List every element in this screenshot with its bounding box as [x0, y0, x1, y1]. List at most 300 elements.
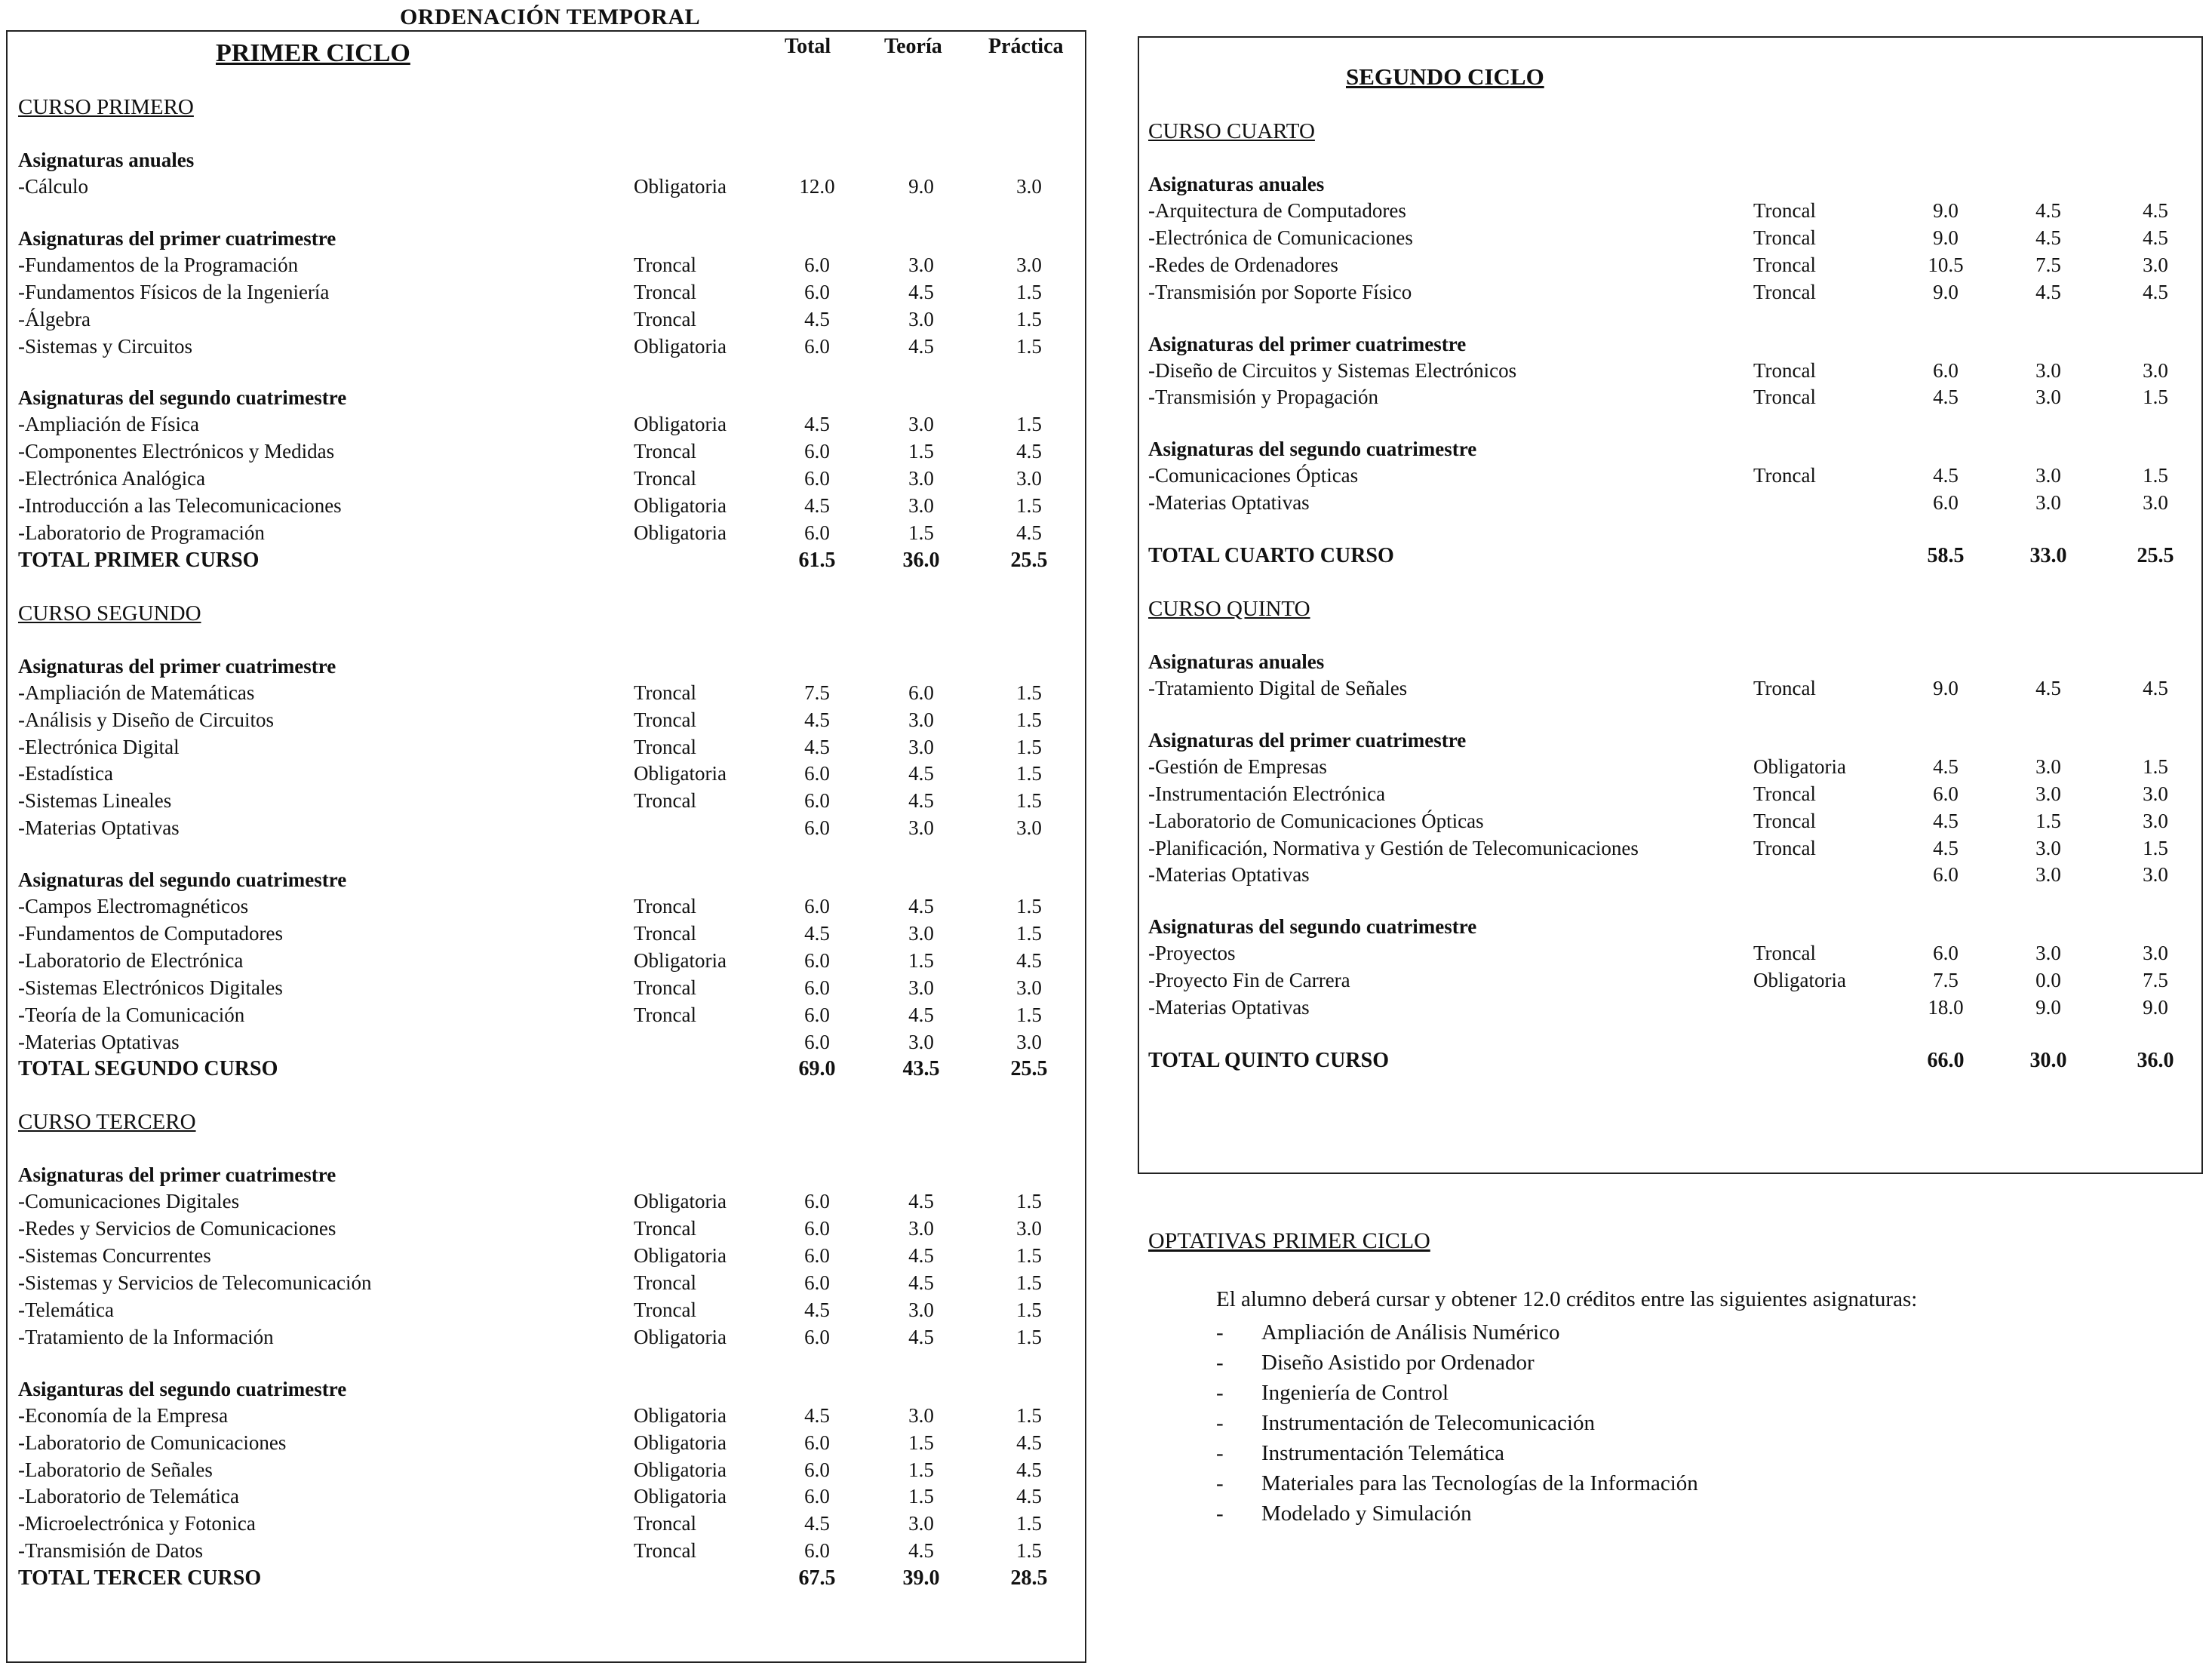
credits-practica: 3.0	[2143, 782, 2168, 805]
subject-type: Obligatoria	[1753, 969, 1846, 992]
credits-total: 12.0	[799, 175, 835, 198]
credits-practica: 3.0	[2143, 491, 2168, 515]
course-total-row	[18, 547, 1048, 574]
course-total-row	[1148, 542, 2174, 570]
subject-row	[18, 333, 1042, 361]
credits-practica: 4.5	[1016, 948, 1042, 972]
subject-row	[18, 788, 1042, 815]
subject-row	[18, 1430, 1042, 1457]
course-title: CURSO QUINTO	[1148, 597, 1310, 622]
segundo-ciclo-title: SEGUNDO CICLO	[1346, 63, 1544, 90]
subject-row	[18, 815, 1042, 842]
credits-total: 6.0	[804, 1244, 830, 1268]
group-title: Asignaturas del segundo cuatrimestre	[1148, 438, 1477, 461]
spacer	[1148, 889, 1476, 913]
credits-total: 4.5	[1933, 386, 1959, 409]
credits-teoria: 3.0	[908, 1030, 934, 1053]
subject-row	[1148, 781, 2168, 808]
group-title: Asignaturas del segundo cuatrimestre	[1148, 915, 1477, 939]
group-title: Asignaturas anuales	[18, 149, 195, 171]
subject-type: Obligatoria	[634, 1244, 727, 1268]
credits-total: 4.5	[1933, 809, 1959, 832]
group-title: Asignaturas del primer cuatrimestre	[1148, 728, 1467, 751]
subject-name: -Sistemas y Circuitos	[18, 334, 192, 358]
course-total-teoria: 36.0	[902, 548, 940, 572]
credits-teoria: 3.0	[908, 1217, 934, 1240]
spacer	[18, 1137, 346, 1161]
spacer	[18, 122, 346, 146]
subject-row	[1148, 940, 2168, 967]
credits-teoria: 4.5	[2035, 280, 2061, 303]
subject-type: Troncal	[634, 976, 697, 999]
credits-practica: 1.5	[1016, 1190, 1042, 1213]
optativa-name: Diseño Asistido por Ordenador	[1261, 1351, 1535, 1375]
credits-teoria: 4.5	[908, 280, 934, 303]
credits-practica: 1.5	[1016, 922, 1042, 945]
subject-name: -Gestión de Empresas	[1148, 755, 1327, 778]
subject-type: Obligatoria	[634, 1403, 727, 1427]
subject-type: Troncal	[634, 1512, 697, 1535]
subject-name: -Fundamentos Físicos de la Ingeniería	[18, 280, 330, 303]
subject-row	[18, 306, 1042, 333]
subject-name: -Tratamiento de la Información	[18, 1325, 274, 1348]
course-total-teoria: 39.0	[902, 1566, 940, 1591]
credits-teoria: 4.5	[908, 1325, 934, 1348]
bullet-dash: -	[1216, 1411, 1224, 1435]
credits-total: 4.5	[1933, 464, 1959, 487]
credits-total: 6.0	[804, 334, 830, 358]
subject-row	[1148, 463, 2168, 490]
subject-name: -Proyecto Fin de Carrera	[1148, 969, 1350, 992]
credits-total: 6.0	[1933, 358, 1959, 382]
optativa-item	[1216, 1317, 1698, 1348]
subject-type: Troncal	[634, 681, 697, 704]
credits-teoria: 3.0	[908, 708, 934, 731]
subject-name: -Fundamentos de la Programación	[18, 253, 299, 276]
subject-name: -Instrumentación Electrónica	[1148, 782, 1386, 805]
subject-row	[18, 1457, 1042, 1484]
subject-row	[1148, 279, 2168, 306]
credits-total: 6.0	[804, 253, 830, 276]
credits-practica: 4.5	[1016, 1485, 1042, 1508]
spacer	[18, 842, 346, 866]
credits-practica: 4.5	[2143, 226, 2168, 249]
subject-type: Obligatoria	[634, 413, 727, 436]
subject-type: Troncal	[634, 280, 697, 303]
subject-row	[18, 893, 1042, 921]
credits-teoria: 4.5	[908, 895, 934, 918]
course-total-label: TOTAL SEGUNDO CURSO	[18, 1057, 278, 1081]
credits-practica: 4.5	[2143, 280, 2168, 303]
credits-total: 6.0	[804, 1539, 830, 1563]
course-total-total: 67.5	[798, 1566, 836, 1591]
course-title: CURSO PRIMERO	[18, 95, 194, 119]
subject-name: -Transmisión de Datos	[18, 1539, 204, 1563]
course-total-label: TOTAL PRIMER CURSO	[18, 548, 260, 572]
credits-total: 6.0	[804, 1003, 830, 1026]
optativa-name: Materiales para las Tecnologías de la Información	[1261, 1471, 1698, 1495]
subject-type: Troncal	[1753, 226, 1817, 249]
subject-name: -Arquitectura de Computadores	[1148, 199, 1406, 222]
subject-name: -Transmisión por Soporte Físico	[1148, 280, 1412, 303]
spacer	[18, 360, 346, 384]
credits-practica: 1.5	[1016, 334, 1042, 358]
subject-row	[1148, 252, 2168, 279]
subject-row	[18, 466, 1042, 493]
subject-row	[1148, 835, 2168, 862]
subject-name: -Microelectrónica y Fotonica	[18, 1512, 256, 1535]
credits-teoria: 4.5	[2035, 226, 2061, 249]
optativas-title: OPTATIVAS PRIMER CICLO	[1148, 1228, 1430, 1253]
credits-total: 4.5	[804, 494, 830, 518]
credits-practica: 1.5	[1016, 413, 1042, 436]
spacer	[1148, 570, 1476, 594]
optativa-item	[1216, 1468, 1698, 1498]
credits-teoria: 4.5	[2035, 677, 2061, 700]
subject-name: -Laboratorio de Comunicaciones Ópticas	[1148, 809, 1484, 832]
subject-type: Troncal	[634, 895, 697, 918]
credits-total: 6.0	[804, 1458, 830, 1481]
subject-name: -Cálculo	[18, 175, 88, 198]
credits-total: 6.0	[804, 1325, 830, 1348]
credits-total: 9.0	[1933, 280, 1959, 303]
optativa-name: Instrumentación Telemática	[1261, 1441, 1504, 1465]
credits-teoria: 1.5	[908, 948, 934, 972]
subject-row	[18, 734, 1042, 761]
subject-name: -Transmisión y Propagación	[1148, 386, 1378, 409]
course-total-row	[18, 1056, 1048, 1083]
credits-practica: 1.5	[1016, 1325, 1042, 1348]
credits-total: 4.5	[804, 307, 830, 330]
subject-type: Troncal	[1753, 942, 1817, 965]
subject-name: -Materias Optativas	[18, 816, 180, 840]
subject-name: -Telemática	[18, 1298, 115, 1321]
credits-practica: 1.5	[1016, 762, 1042, 785]
spacer	[1148, 702, 1476, 727]
subject-row	[18, 761, 1042, 788]
subject-row	[18, 948, 1042, 975]
segundo-ciclo-panel	[1138, 36, 2203, 1174]
subject-type: Troncal	[1753, 809, 1817, 832]
subject-type: Troncal	[1753, 677, 1817, 700]
credits-practica: 1.5	[1016, 708, 1042, 731]
credits-total: 6.0	[1933, 942, 1959, 965]
subject-type: Troncal	[634, 735, 697, 758]
subject-type: Troncal	[634, 922, 697, 945]
optativa-name: Ampliación de Análisis Numérico	[1261, 1320, 1560, 1345]
course-total-total: 69.0	[798, 1057, 836, 1081]
credits-practica: 3.0	[1016, 1030, 1042, 1053]
course-title: CURSO CUARTO	[1148, 119, 1315, 143]
subject-name: -Laboratorio de Electrónica	[18, 948, 244, 972]
credits-teoria: 9.0	[908, 175, 934, 198]
credits-practica: 1.5	[2143, 386, 2168, 409]
subject-type: Troncal	[1753, 836, 1817, 859]
subject-row	[18, 1297, 1042, 1324]
subject-type: Troncal	[634, 1298, 697, 1321]
course-total-practica: 25.5	[1010, 1057, 1048, 1081]
credits-teoria: 1.5	[908, 440, 934, 463]
subject-name: -Teoría de la Comunicación	[18, 1003, 245, 1026]
credits-total: 4.5	[804, 413, 830, 436]
column-header-teoria: Teoría	[884, 35, 942, 58]
subject-type: Troncal	[634, 1003, 697, 1026]
bullet-dash: -	[1216, 1471, 1224, 1495]
credits-total: 6.0	[804, 1431, 830, 1454]
credits-teoria: 3.0	[2035, 942, 2061, 965]
credits-total: 4.5	[804, 1298, 830, 1321]
credits-teoria: 3.0	[908, 976, 934, 999]
credits-total: 6.0	[804, 521, 830, 545]
subject-name: -Fundamentos de Computadores	[18, 922, 283, 945]
subject-type: Obligatoria	[634, 948, 727, 972]
subject-row	[18, 1188, 1042, 1216]
subject-type: Obligatoria	[634, 1458, 727, 1481]
credits-practica: 4.5	[2143, 199, 2168, 222]
subject-name: -Ampliación de Física	[18, 413, 199, 436]
credits-teoria: 3.0	[908, 922, 934, 945]
subject-row	[18, 1029, 1042, 1056]
credits-teoria: 4.5	[908, 1539, 934, 1563]
group-title: Asignaturas del segundo cuatrimestre	[18, 386, 347, 410]
course-title: CURSO TERCERO	[18, 1110, 196, 1135]
spacer	[1148, 411, 1476, 435]
credits-total: 18.0	[1928, 996, 1964, 1019]
credits-total: 7.5	[1933, 969, 1959, 992]
segundo-ciclo-courses	[1148, 116, 2174, 1099]
spacer	[18, 574, 346, 598]
primer-ciclo-panel	[6, 30, 1086, 1663]
credits-total: 4.5	[804, 1403, 830, 1427]
subject-row	[18, 1270, 1042, 1297]
subject-type: Troncal	[634, 467, 697, 490]
course-total-label: TOTAL QUINTO CURSO	[1148, 1049, 1389, 1073]
credits-total: 9.0	[1933, 226, 1959, 249]
credits-total: 6.0	[1933, 782, 1959, 805]
credits-practica: 1.5	[2143, 836, 2168, 859]
subject-type: Obligatoria	[634, 175, 727, 198]
credits-total: 7.5	[804, 681, 830, 704]
group-title: Asignaturas del primer cuatrimestre	[18, 1163, 336, 1187]
credits-practica: 1.5	[1016, 1244, 1042, 1268]
credits-practica: 7.5	[2143, 969, 2168, 992]
credits-total: 6.0	[804, 467, 830, 490]
spacer	[18, 1351, 346, 1375]
subject-name: -Sistemas Electrónicos Digitales	[18, 976, 283, 999]
credits-teoria: 6.0	[908, 681, 934, 704]
subject-name: -Ampliación de Matemáticas	[18, 681, 255, 704]
subject-row	[18, 707, 1042, 734]
course-total-total: 66.0	[1927, 1049, 1965, 1073]
subject-type: Obligatoria	[634, 1325, 727, 1348]
credits-total: 6.0	[804, 895, 830, 918]
credits-teoria: 3.0	[908, 735, 934, 758]
subject-row	[1148, 198, 2168, 225]
credits-practica: 1.5	[1016, 895, 1042, 918]
subject-row	[18, 680, 1042, 707]
subject-type: Obligatoria	[634, 334, 727, 358]
credits-practica: 1.5	[1016, 1403, 1042, 1427]
credits-total: 4.5	[804, 708, 830, 731]
credits-practica: 3.0	[1016, 976, 1042, 999]
subject-name: -Introducción a las Telecomunicaciones	[18, 494, 342, 518]
credits-practica: 4.5	[1016, 1458, 1042, 1481]
credits-teoria: 7.5	[2035, 253, 2061, 276]
column-header-practica: Práctica	[988, 35, 1064, 58]
bullet-dash: -	[1216, 1381, 1224, 1405]
credits-total: 9.0	[1933, 677, 1959, 700]
bullet-dash: -	[1216, 1501, 1224, 1526]
subject-name: -Comunicaciones Ópticas	[1148, 464, 1359, 487]
subject-type: Obligatoria	[634, 1485, 727, 1508]
column-header-total: Total	[785, 35, 831, 58]
credits-practica: 1.5	[1016, 280, 1042, 303]
credits-teoria: 3.0	[2035, 358, 2061, 382]
subject-type: Obligatoria	[634, 1190, 727, 1213]
subject-row	[1148, 384, 2168, 411]
course-total-teoria: 33.0	[2029, 544, 2067, 568]
course-total-total: 61.5	[798, 548, 836, 572]
credits-teoria: 4.5	[908, 789, 934, 813]
subject-row	[18, 252, 1042, 279]
credits-practica: 3.0	[2143, 358, 2168, 382]
credits-teoria: 1.5	[908, 1458, 934, 1481]
credits-practica: 3.0	[1016, 1217, 1042, 1240]
credits-teoria: 3.0	[2035, 755, 2061, 778]
subject-row	[18, 279, 1042, 306]
subject-row	[18, 174, 1042, 201]
subject-name: -Redes y Servicios de Comunicaciones	[18, 1217, 336, 1240]
subject-name: -Laboratorio de Programación	[18, 521, 265, 545]
course-total-teoria: 43.5	[902, 1057, 940, 1081]
subject-name: -Materias Optativas	[18, 1030, 180, 1053]
group-title: Asignaturas del segundo cuatrimestre	[18, 868, 347, 892]
spacer	[1148, 1074, 1476, 1099]
subject-name: -Redes de Ordenadores	[1148, 253, 1338, 276]
credits-total: 4.5	[804, 1512, 830, 1535]
subject-row	[18, 921, 1042, 948]
credits-practica: 1.5	[1016, 789, 1042, 813]
course-total-teoria: 30.0	[2029, 1049, 2067, 1073]
credits-practica: 1.5	[2143, 464, 2168, 487]
credits-teoria: 9.0	[2035, 996, 2061, 1019]
subject-name: -Electrónica Digital	[18, 735, 180, 758]
credits-teoria: 4.5	[908, 762, 934, 785]
credits-total: 6.0	[804, 762, 830, 785]
subject-type: Troncal	[634, 708, 697, 731]
credits-teoria: 1.5	[908, 1431, 934, 1454]
group-title: Asignaturas anuales	[1148, 173, 1325, 195]
optativa-item	[1216, 1408, 1698, 1438]
course-total-row	[18, 1565, 1048, 1592]
credits-total: 6.0	[804, 976, 830, 999]
optativa-name: Ingeniería de Control	[1261, 1381, 1449, 1405]
subject-row	[1148, 490, 2168, 517]
optativa-item	[1216, 1438, 1698, 1468]
subject-type: Obligatoria	[634, 494, 727, 518]
credits-teoria: 3.0	[908, 307, 934, 330]
course-total-practica: 28.5	[1010, 1566, 1048, 1591]
optativas-list	[1216, 1317, 1698, 1529]
subject-name: -Planificación, Normativa y Gestión de Telecomunicaciones	[1148, 836, 1639, 859]
optativa-name: Modelado y Simulación	[1261, 1501, 1472, 1526]
spacer	[18, 629, 346, 653]
credits-total: 6.0	[804, 440, 830, 463]
subject-row	[1148, 967, 2168, 994]
credits-practica: 3.0	[2143, 809, 2168, 832]
subject-type: Troncal	[1753, 386, 1817, 409]
subject-row	[1148, 994, 2168, 1022]
credits-teoria: 4.5	[908, 1244, 934, 1268]
credits-teoria: 4.5	[908, 334, 934, 358]
credits-practica: 9.0	[2143, 996, 2168, 1019]
credits-practica: 1.5	[1016, 307, 1042, 330]
credits-practica: 3.0	[2143, 942, 2168, 965]
credits-teoria: 4.5	[908, 1190, 934, 1213]
credits-practica: 3.0	[1016, 467, 1042, 490]
credits-practica: 4.5	[1016, 521, 1042, 545]
spacer	[18, 1592, 346, 1616]
subject-row	[1148, 675, 2168, 702]
primer-ciclo-title: PRIMER CICLO	[216, 39, 410, 67]
credits-practica: 4.5	[2143, 677, 2168, 700]
subject-name: -Diseño de Circuitos y Sistemas Electrónicos	[1148, 358, 1517, 382]
subject-row	[18, 438, 1042, 466]
credits-total: 4.5	[1933, 836, 1959, 859]
course-total-practica: 25.5	[1010, 548, 1048, 572]
credits-teoria: 4.5	[908, 1271, 934, 1295]
subject-type: Troncal	[634, 1271, 697, 1295]
credits-total: 6.0	[1933, 491, 1959, 515]
credits-practica: 3.0	[2143, 253, 2168, 276]
subject-name: -Sistemas y Servicios de Telecomunicación	[18, 1271, 372, 1295]
optativas-intro: El alumno deberá cursar y obtener 12.0 créditos entre las siguientes asignaturas:	[1216, 1287, 1918, 1311]
credits-teoria: 1.5	[908, 1485, 934, 1508]
credits-teoria: 1.5	[908, 521, 934, 545]
credits-teoria: 3.0	[908, 253, 934, 276]
page-title: ORDENACIÓN TEMPORAL	[400, 5, 701, 29]
subject-row	[18, 1538, 1042, 1565]
subject-row	[1148, 862, 2168, 889]
subject-type: Obligatoria	[634, 762, 727, 785]
optativa-item	[1216, 1348, 1698, 1378]
subject-row	[18, 1511, 1042, 1538]
subject-row	[18, 493, 1042, 520]
subject-row	[18, 1002, 1042, 1029]
subject-type: Troncal	[634, 1539, 697, 1563]
credits-practica: 1.5	[1016, 1539, 1042, 1563]
credits-teoria: 3.0	[2035, 863, 2061, 887]
subject-name: -Análisis y Diseño de Circuitos	[18, 708, 274, 731]
credits-teoria: 4.5	[2035, 199, 2061, 222]
credits-total: 9.0	[1933, 199, 1959, 222]
credits-total: 6.0	[804, 1190, 830, 1213]
subject-row	[18, 1324, 1042, 1351]
spacer	[18, 1083, 346, 1107]
group-title: Asignaturas anuales	[1148, 650, 1325, 674]
subject-name: -Sistemas Lineales	[18, 789, 172, 813]
credits-teoria: 4.5	[908, 1003, 934, 1026]
credits-practica: 3.0	[2143, 863, 2168, 887]
credits-practica: 4.5	[1016, 1431, 1042, 1454]
course-total-row	[1148, 1047, 2174, 1074]
credits-practica: 3.0	[1016, 175, 1042, 198]
subject-name: -Sistemas Concurrentes	[18, 1244, 211, 1268]
course-total-total: 58.5	[1927, 544, 1965, 568]
group-title: Asignaturas del primer cuatrimestre	[18, 654, 336, 678]
optativa-item	[1216, 1378, 1698, 1408]
group-title: Asignaturas del primer cuatrimestre	[1148, 332, 1467, 355]
